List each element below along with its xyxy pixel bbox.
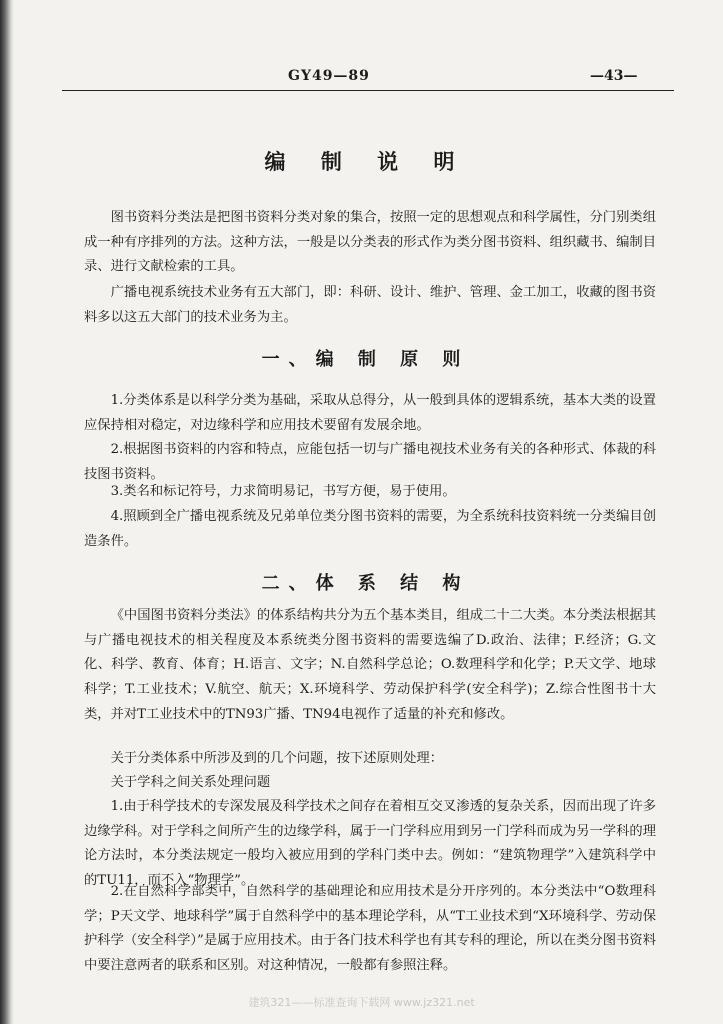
principle-item-4: 4.照顾到全广播电视系统及兄弟单位类分图书资料的需要，为全系统科技资料统一分类编目创造条件。 <box>84 509 656 549</box>
structure-paragraph-1: 《中国图书资料分类法》的体系结构共分为五个基本类目，组成二十二大类。本分类法根据其与广播电视技术的相关程度及本系统类分图书资料的需要选编了D.政治、法律；F.经济；G.文化、科学、教育、体育；H.语言、文字；N.自然科学总论；O.数理科学和化学；P.天文学、地球科学；T.工业技术；V.航空、航天；X.环境科学、劳动保护科学(安全科学)；Z.综合性图书十大类，并对T工业技术中的TN93广播、TN94电视作了适量的补充和修改。 <box>84 608 656 722</box>
section-heading-principles: 一、编 制 原 则 <box>261 349 470 370</box>
principle-item-1: 1.分类体系是以科学分类为基础，采取从总得分，从一般到具体的逻辑系统，基本大类的设置应保持相对稳定，对边缘科学和应用技术要留有发展余地。 <box>84 393 656 433</box>
principle-item-2: 2.根据图书资料的内容和特点，应能包括一切与广播电视技术业务有关的各种形式、体裁的科技图书资料。 <box>84 442 656 482</box>
page-title: 编 制 说 明 <box>264 149 469 174</box>
structure-item-1: 1.由于科学技术的专深发展及科学技术之间存在着相互交叉渗透的复杂关系，因而出现了许多边缘学科。对于学科之间所产生的边缘学科，属于一门学科应用到另一门学科而成为另一学科的理论方法时，本分类法规定一般均入被应用到的学科门类中去。例如：“建筑物理学”入建筑科学中的TU11，而不入“物理学”。 <box>84 799 656 889</box>
structure-paragraph-2: 关于分类体系中所涉及到的几个问题，按下述原则处理： <box>110 751 444 766</box>
section-heading-structure: 二、体 系 结 构 <box>261 573 470 594</box>
standard-code: GY49—89 <box>288 68 370 84</box>
source-watermark: 建筑321——标准查询下载网 www.jz321.net <box>248 996 475 1009</box>
structure-item-2: 2.在自然科学部类中，自然科学的基础理论和应用技术是分开序列的。本分类法中“O数理科学；P天文学、地球科学”属于自然科学中的基本理论学科，从“T工业技术到“X环境科学、劳动保护科学（安全科学）”是属于应用技术。由于各门技术科学也有其专科的理论，所以在类分图书资料中要注意两者的联系和区别。对这种情况，一般都有参照注释。 <box>84 884 656 974</box>
header-rule <box>62 90 674 91</box>
page-number: —43— <box>590 68 638 84</box>
intro-paragraph-1: 图书资料分类法是把图书资料分类对象的集合，按照一定的思想观点和科学属性，分门别类组成一种有序排列的方法。这种方法，一般是以分类表的形式作为类分图书资料、组织藏书、编制目录、进行文献检索的工具。 <box>84 210 656 275</box>
principle-item-3: 3.类名和标记符号，力求简明易记，书写方便，易于使用。 <box>110 484 456 499</box>
structure-subheading: 关于学科之间关系处理问题 <box>110 775 271 790</box>
intro-paragraph-2: 广播电视系统技术业务有五大部门，即：科研、设计、维护、管理、金工加工，收藏的图书资料多以这五大部门的技术业务为主。 <box>84 285 656 325</box>
